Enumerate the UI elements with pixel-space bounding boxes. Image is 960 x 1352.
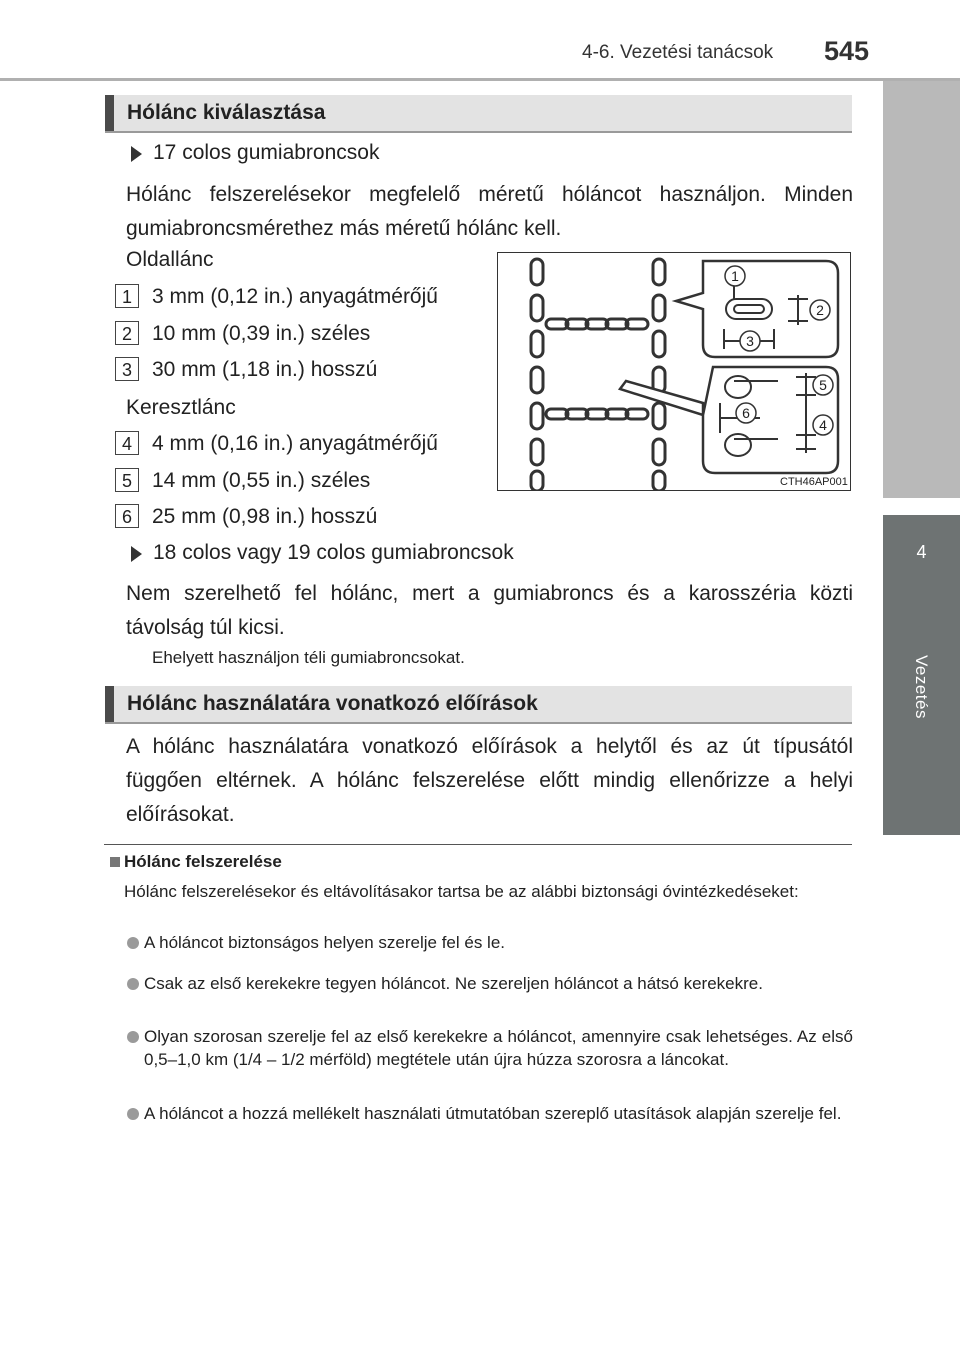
section-heading-chain-selection: [105, 95, 852, 133]
tire-size-17: 17 colos gumiabroncsok: [153, 141, 380, 164]
page-number: 545: [824, 36, 870, 66]
side-chain-width: 10 mm (0,39 in.) széles: [152, 322, 371, 345]
figure-code: CTH46AP001: [780, 476, 848, 488]
side-chain-diameter: 3 mm (0,12 in.) anyagátmérőjű: [152, 285, 438, 308]
tire-size-18-19: 18 colos vagy 19 colos gumiabroncsok: [153, 541, 514, 564]
triangle-bullet-icon: [131, 146, 142, 162]
info-intro: Hólánc felszerelésekor és eltávolításakor tartsa be az alábbi biztonsági óvintézkedéseket:: [124, 882, 799, 901]
section-title: Hólánc kiválasztása: [127, 101, 326, 124]
info-bullet-1: A hóláncot biztonságos helyen szerelje fel és le.: [144, 933, 506, 952]
callout-1: 1: [115, 284, 139, 308]
side-chain-length: 30 mm (1,18 in.) hosszú: [152, 358, 378, 381]
info-bullet-2: Csak az első kerekekre tegyen hóláncot. Ne szereljen hóláncot a hátsó kerekekre.: [144, 974, 763, 993]
cross-chain-label: Keresztlánc: [126, 396, 236, 419]
callout-4: 4: [115, 431, 139, 455]
chapter-label: Vezetés: [912, 655, 931, 719]
header-section-title: 4-6. Vezetési tanácsok: [582, 42, 774, 63]
figure-callout-2: 2: [816, 302, 824, 318]
chapter-number: 4: [916, 542, 927, 562]
figure-callout-1: 1: [731, 268, 739, 284]
section-marker: [105, 686, 114, 722]
cross-chain-diameter: 4 mm (0,16 in.) anyagátmérőjű: [152, 432, 438, 455]
section-title: Hólánc használatára vonatkozó előírások: [127, 692, 538, 715]
header-rule: [0, 78, 960, 81]
cross-chain-length: 25 mm (0,98 in.) hosszú: [152, 505, 378, 528]
side-chain-label: Oldallánc: [126, 248, 214, 271]
info-bullet-4: A hóláncot a hozzá mellékelt használati útmutatóban szereplő utasítások alapján szerelje fel.: [144, 1104, 842, 1123]
info-title: Hólánc felszerelése: [124, 852, 282, 871]
callout-5: 5: [115, 468, 139, 492]
figure-callout-5: 5: [819, 377, 827, 393]
callout-3: 3: [115, 357, 139, 381]
figure-callout-4: 4: [819, 417, 827, 433]
chapter-tab[interactable]: [883, 515, 960, 835]
round-bullet-icon: [127, 1031, 139, 1043]
chain-size-paragraph: Hólánc felszerelésekor megfelelő méretű hóláncot használjon. Minden gumiabroncsmérethez más méretű hólánc kell.: [126, 183, 853, 240]
winter-tire-note: Ehelyett használjon téli gumiabroncsokat.: [152, 648, 465, 667]
info-bullet-3: Olyan szorosan szerelje fel az első kerekekre a hóláncot, amennyire csak lehetséges. Az első 0,5–1,0 km (1/4 – 1/2 mérföld) megtétele után újra húzza szorosra a láncokat.: [144, 1027, 853, 1069]
cross-chain-width: 14 mm (0,55 in.) széles: [152, 469, 371, 492]
square-bullet-icon: [110, 857, 120, 867]
snow-chain-figure: [497, 252, 851, 491]
round-bullet-icon: [127, 978, 139, 990]
side-tab-upper: [883, 81, 960, 498]
regulations-paragraph: A hólánc használatára vonatkozó előírások a helytől és az út típusától függően eltérnek. A hólánc felszerelése előtt mindig ellenőrizze a helyi előírásokat.: [126, 735, 853, 826]
callout-6: 6: [115, 504, 139, 528]
round-bullet-icon: [127, 1108, 139, 1120]
section-heading-chain-regulations: [105, 686, 852, 724]
snow-chain-diagram: [498, 253, 850, 490]
triangle-bullet-icon: [131, 546, 142, 562]
figure-callout-3: 3: [746, 333, 754, 349]
callout-2: 2: [115, 321, 139, 345]
info-divider: [104, 844, 852, 845]
figure-callout-6: 6: [742, 405, 750, 421]
no-chain-paragraph: Nem szerelhető fel hólánc, mert a gumiabroncs és a karosszéria közti távolság túl kicsi.: [126, 582, 853, 639]
section-marker: [105, 95, 114, 131]
round-bullet-icon: [127, 937, 139, 949]
